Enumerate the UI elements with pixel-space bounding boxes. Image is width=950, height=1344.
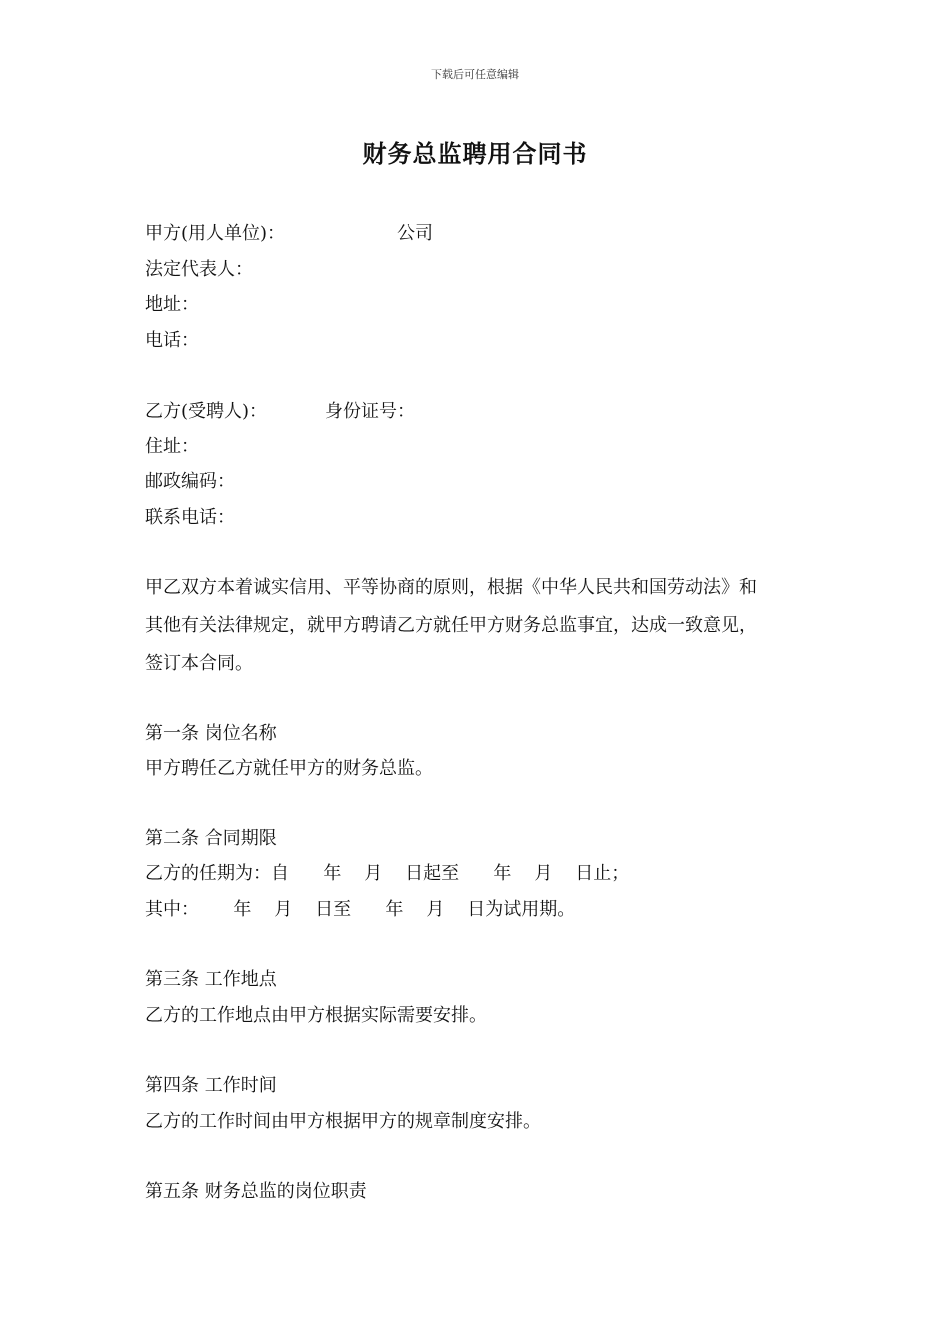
document-title: 财务总监聘用合同书 [362, 139, 588, 168]
party-a-company: 公司 [397, 223, 433, 244]
party-a-representative: 法定代表人： [145, 259, 253, 280]
preamble-line-3: 签订本合同。 [145, 653, 253, 674]
party-b-id-label: 身份证号： [325, 401, 415, 422]
party-a-address: 地址： [145, 294, 199, 315]
article-5-title: 第五条 财务总监的岗位职责 [145, 1181, 367, 1202]
party-a-phone: 电话： [145, 330, 199, 351]
party-b-label: 乙方(受聘人)： [145, 401, 268, 422]
preamble-line-2: 其他有关法律规定，就甲方聘请乙方就任甲方财务总监事宜，达成一致意见， [145, 615, 757, 636]
article-2-probation: 其中： 年 月 日至 年 月 日为试用期。 [145, 899, 576, 920]
article-1-body: 甲方聘任乙方就任甲方的财务总监。 [145, 758, 433, 779]
party-a-label: 甲方(用人单位)： [145, 223, 286, 244]
article-2-title: 第二条 合同期限 [145, 828, 277, 849]
article-3-body: 乙方的工作地点由甲方根据实际需要安排。 [145, 1005, 487, 1026]
article-4-body: 乙方的工作时间由甲方根据甲方的规章制度安排。 [145, 1111, 541, 1132]
article-2-term: 乙方的任期为：自 年 月 日起至 年 月 日止； [145, 863, 630, 884]
article-3-title: 第三条 工作地点 [145, 969, 277, 990]
article-1-title: 第一条 岗位名称 [145, 723, 277, 744]
party-b-phone: 联系电话： [145, 507, 235, 528]
article-4-title: 第四条 工作时间 [145, 1075, 277, 1096]
preamble-line-1: 甲乙双方本着诚实信用、平等协商的原则，根据《中华人民共和国劳动法》和 [145, 577, 757, 598]
header-note: 下载后可任意编辑 [431, 68, 519, 81]
party-b-postcode: 邮政编码： [145, 471, 235, 492]
party-b-address: 住址： [145, 436, 199, 457]
